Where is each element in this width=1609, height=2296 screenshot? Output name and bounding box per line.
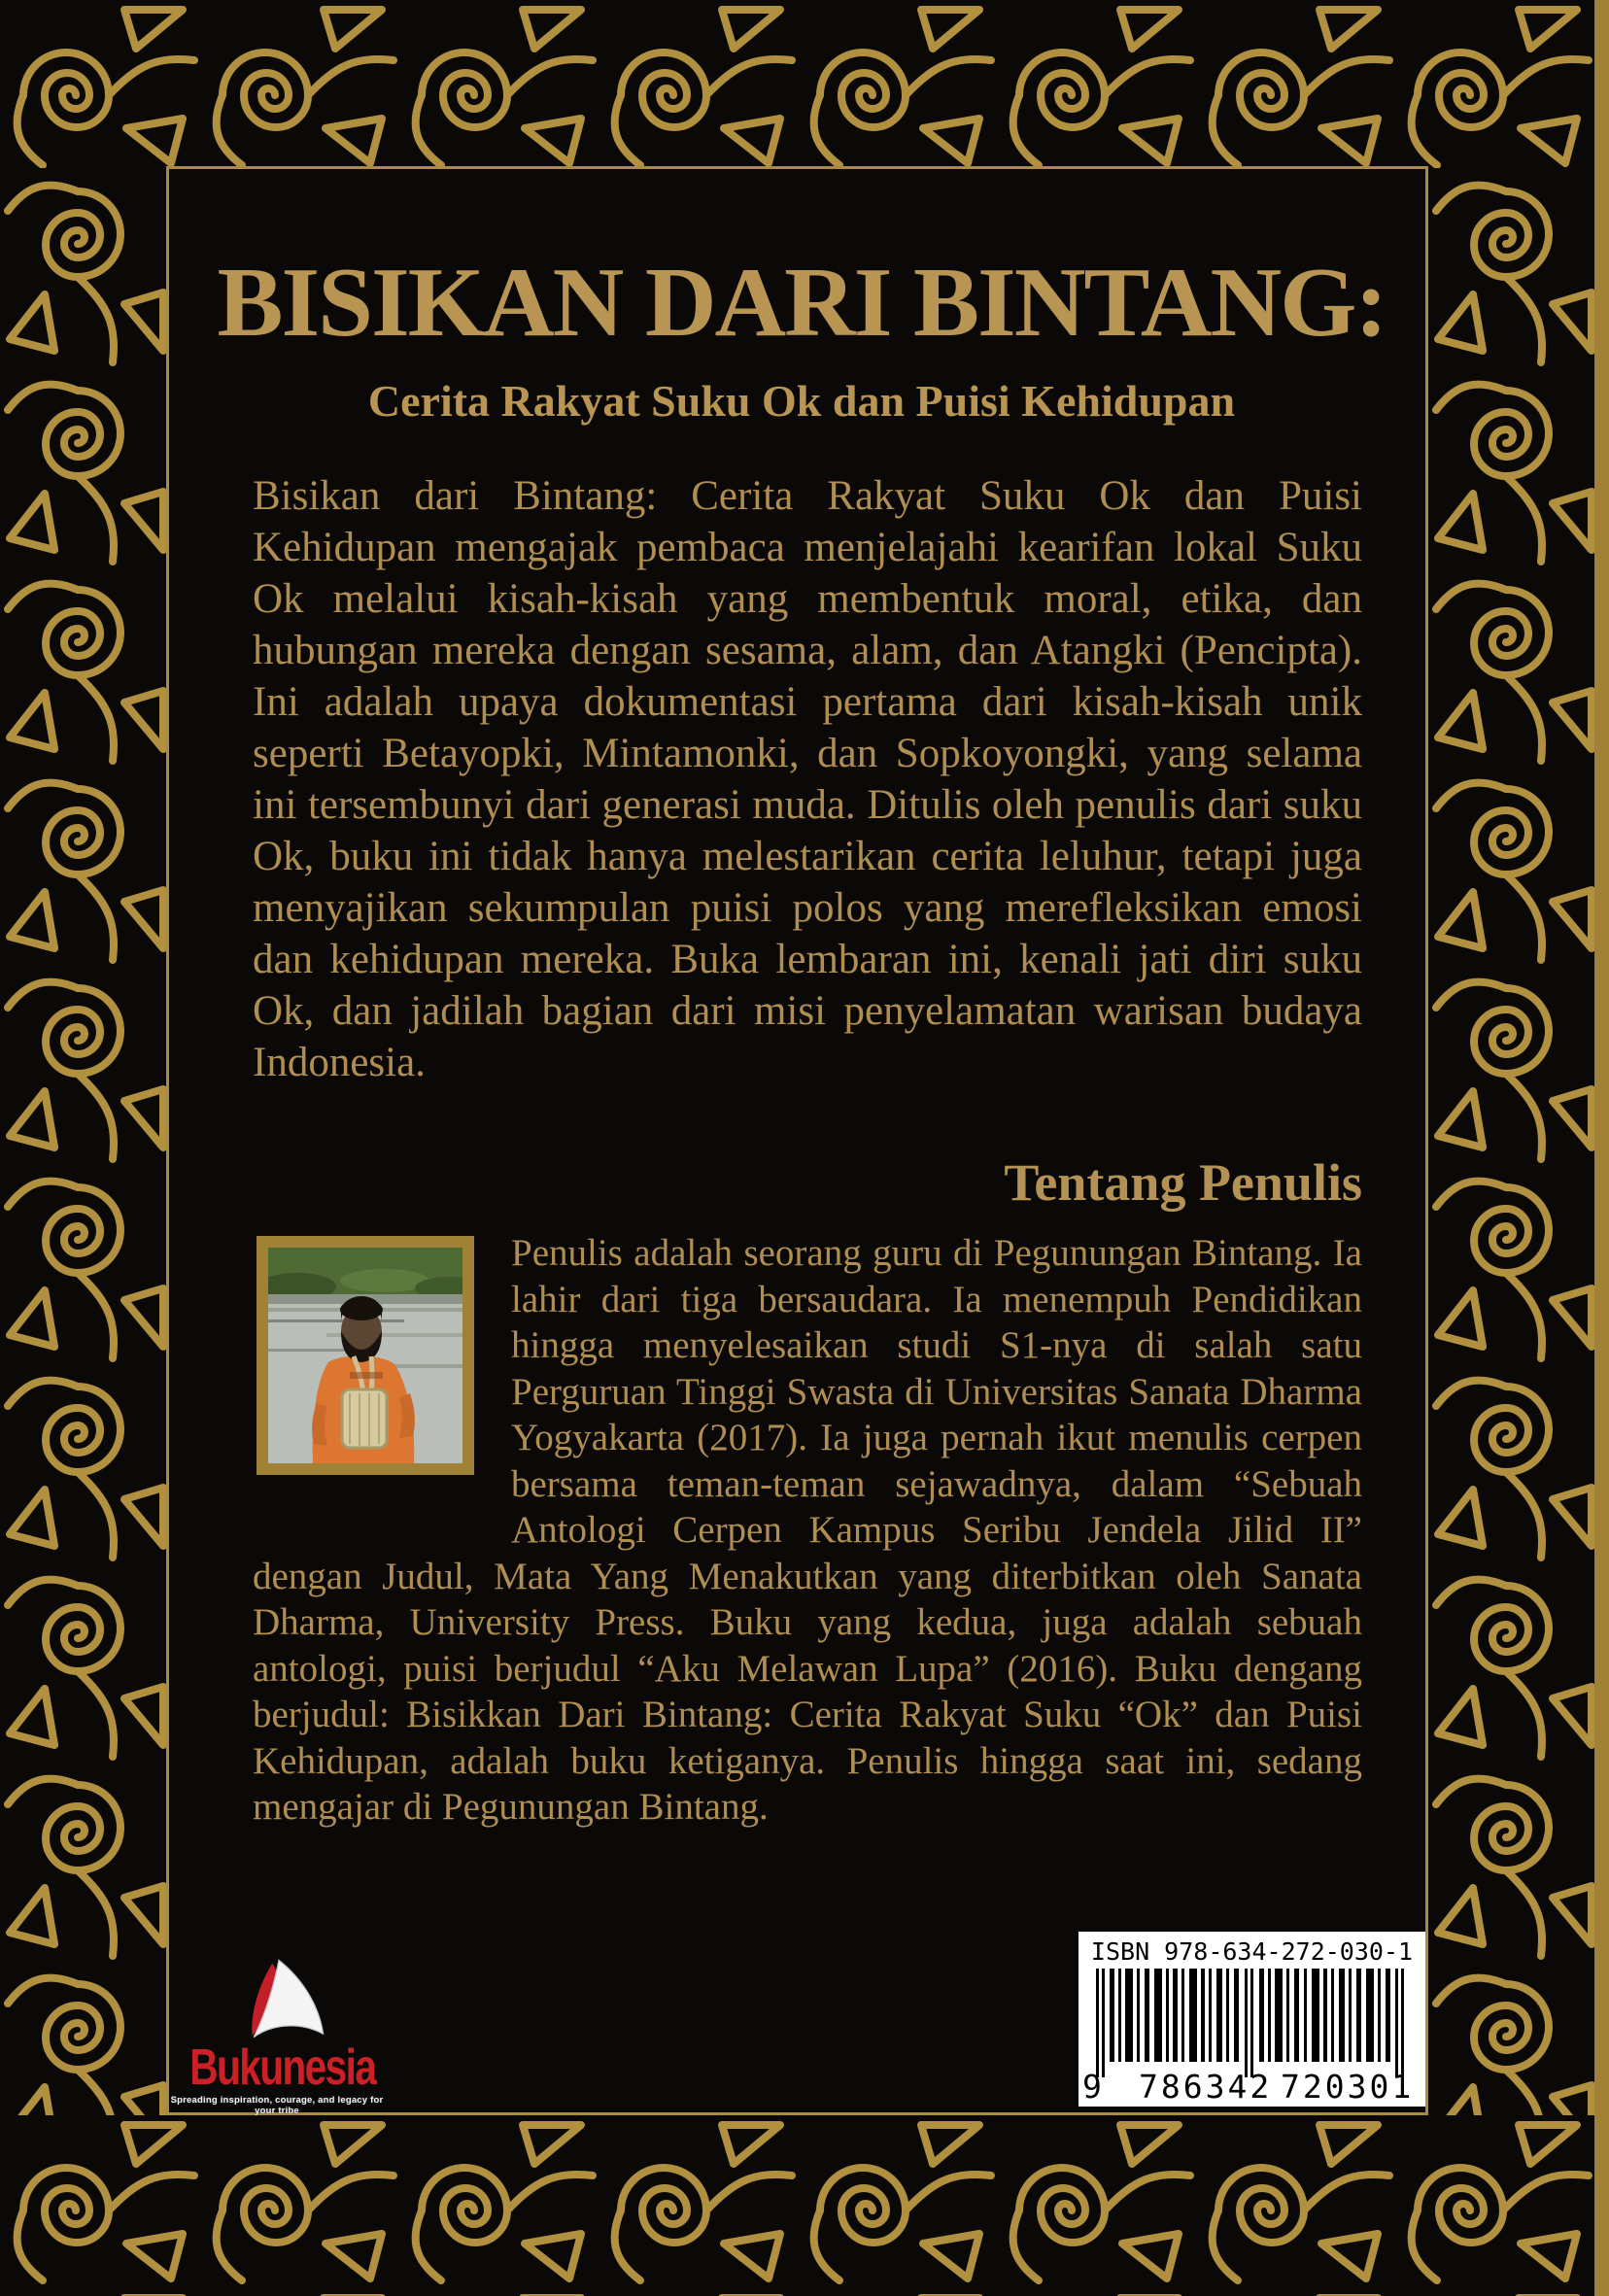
about-author-heading: Tentang Penulis bbox=[1004, 1153, 1362, 1212]
publisher-name: Bukunesia bbox=[189, 2039, 376, 2096]
isbn-barcode bbox=[1078, 1932, 1425, 2107]
publisher-tagline: Spreading inspiration, courage, and legacy for your tribe bbox=[170, 2095, 384, 2116]
publisher-logo bbox=[165, 1957, 389, 2116]
tribal-spiral-ornament-left bbox=[0, 168, 168, 2115]
barcode-bars-icon bbox=[1096, 1969, 1409, 2077]
book-subtitle: Cerita Rakyat Suku Ok dan Puisi Kehidupan bbox=[367, 376, 1236, 426]
tribal-spiral-ornament-bottom bbox=[0, 2115, 1609, 2296]
tribal-spiral-ornament-right bbox=[1428, 168, 1609, 2115]
barcode-digit-group2: 720301 bbox=[1281, 2068, 1415, 2106]
barcode-digit-left: 9 bbox=[1082, 2068, 1105, 2106]
gold-edge-strip bbox=[1594, 0, 1609, 2296]
synopsis-text: Bisikan dari Bintang: Cerita Rakyat Suku Ok dan Puisi Kehidupan mengajak pembaca menjelajahi kearifan lokal Suku Ok melalui kisah-kisah yang membentuk moral, etika, dan hubungan mereka dengan sesama, alam, dan Atangki (Pencipta). Ini adalah upaya dokumentasi pertama dari kisah-kisah unik seperti Betayopki, Mintamonki, dan Sopkoyongki, yang selama ini tersembunyi dari generasi muda. Ditulis oleh penulis dari suku Ok, buku ini tidak hanya melestarikan cerita leluhur, tetapi juga menyajikan sekumpulan puisi polos yang merefleksikan emosi dan kehidupan mereka. Buka lembaran ini, kenali jati diri suku Ok, dan jadilah bagian dari misi penyelamatan warisan budaya Indonesia. bbox=[253, 473, 1362, 1085]
barcode-digits bbox=[1078, 2068, 1425, 2106]
isbn-number: ISBN 978-634-272-030-1 bbox=[1090, 1937, 1414, 1966]
author-photo-illustration bbox=[268, 1248, 462, 1463]
book-title: BISIKAN DARI BINTANG: bbox=[217, 248, 1386, 358]
author-photo bbox=[257, 1236, 474, 1475]
author-bio-text: Penulis adalah seorang guru di Pegunungan Bintang. Ia lahir dari tiga bersaudara. Ia menempuh Pendidikan hingga menyelesaikan studi S1-nya di salah satu Perguruan Tinggi Swasta di Universitas Sanata Dharma Yogyakarta (2017). Ia juga pernah ikut menulis cerpen bersama teman-teman sejawadnya, dalam “Sebuah Antologi Cerpen Kampus Seribu Jendela Jilid II” dengan Judul, Mata Yang Menakutkan yang diterbitkan oleh Sanata Dharma, University Press. Buku yang kedua, juga adalah sebuah antologi, puisi berjudul “Aku Melawan Lupa” (2016). Buku dengang berjudul: Bisikkan Dari Bintang: Cerita Rakyat Suku “Ok” dan Puisi Kehidupan, adalah buku ketiganya. Penulis hingga saat ini, sedang mengajar di Pegunungan Bintang. bbox=[253, 1232, 1362, 1828]
barcode-digit-group1: 786342 bbox=[1139, 2068, 1273, 2106]
tribal-spiral-ornament-top bbox=[0, 0, 1609, 168]
author-section bbox=[253, 1230, 1362, 1831]
page-flip-icon bbox=[222, 1957, 336, 2040]
